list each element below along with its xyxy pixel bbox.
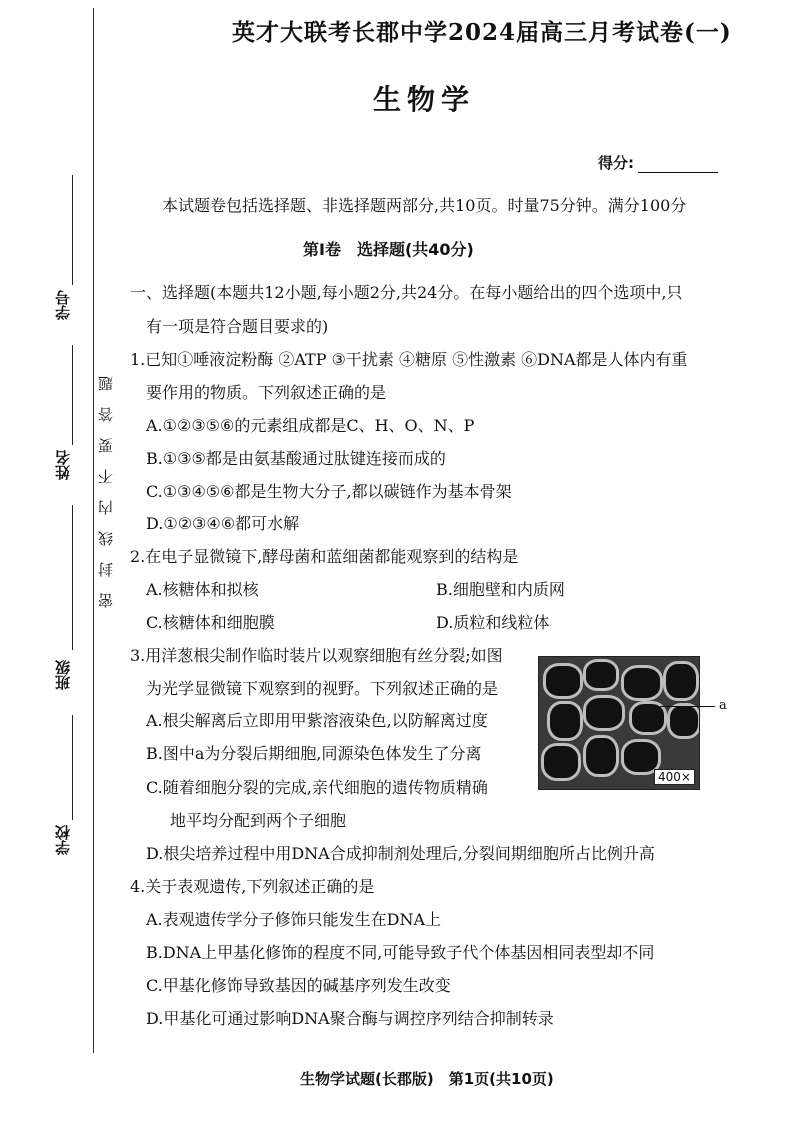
score-blank <box>638 158 718 173</box>
q3-option-d: D.根尖培养过程中用DNA合成抑制剂处理后,分裂间期细胞所占比例升高 <box>146 844 655 863</box>
cell-shape <box>621 665 663 701</box>
q3-option-b: B.图中a为分裂后期细胞,同源染色体发生了分离 <box>146 744 482 763</box>
class-label: 班级 <box>54 660 72 690</box>
magnification-label: 400× <box>654 769 695 785</box>
q2-stem: 2.在电子显微镜下,酵母菌和蓝细菌都能观察到的结构是 <box>130 547 519 566</box>
score-field <box>598 152 718 173</box>
q1-stem-line2: 要作用的物质。下列叙述正确的是 <box>146 383 387 402</box>
q2-option-b: B.细胞壁和内质网 <box>436 580 565 599</box>
figure-label-a: a <box>719 698 727 713</box>
q3-stem-line2: 为光学显微镜下观察到的视野。下列叙述正确的是 <box>146 679 499 698</box>
q3-option-c-line2: 地平均分配到两个子细胞 <box>170 811 347 830</box>
page-footer: 生物学试题(长郡版) 第1页(共10页) <box>300 1070 554 1088</box>
section1-instructions-line1: 一、选择题(本题共12小题,每小题2分,共24分。在每小题给出的四个选项中,只 <box>130 283 683 302</box>
cell-shape <box>583 695 625 731</box>
q1-option-d: D.①②③④⑥都可水解 <box>146 514 300 533</box>
q3-option-c-line1: C.随着细胞分裂的完成,亲代细胞的遗传物质精确 <box>146 778 488 797</box>
cell-shape <box>547 701 583 741</box>
q1-option-c: C.①③④⑤⑥都是生物大分子,都以碳链作为基本骨架 <box>146 482 512 501</box>
q3-stem-line1: 3.用洋葱根尖制作临时装片以观察细胞有丝分裂;如图 <box>130 646 503 665</box>
q1-stem-line1: 1.已知①唾液淀粉酶 ②ATP ③干扰素 ④糖原 ⑤性激素 ⑥DNA都是人体内有重 <box>130 350 688 369</box>
part1-title: 第Ⅰ卷 选择题(共40分) <box>303 240 474 259</box>
q4-option-d: D.甲基化可通过影响DNA聚合酶与调控序列结合抑制转录 <box>146 1009 554 1028</box>
exam-title: 英才大联考长郡中学2024届高三月考试卷(一) <box>232 19 732 46</box>
name-label: 姓名 <box>54 450 72 480</box>
figure-pointer-line <box>660 706 715 707</box>
exam-instructions: 本试题卷包括选择题、非选择题两部分,共10页。时量75分钟。满分100分 <box>162 196 687 215</box>
school-underline <box>72 715 73 820</box>
q4-option-c: C.甲基化修饰导致基因的碱基序列发生改变 <box>146 976 451 995</box>
binding-line <box>93 8 94 1053</box>
score-label: 得分: <box>598 154 634 172</box>
q4-stem: 4.关于表观遗传,下列叙述正确的是 <box>130 877 375 896</box>
cell-shape <box>583 735 619 777</box>
subject-title: 生物学 <box>373 83 476 116</box>
q4-option-b: B.DNA上甲基化修饰的程度不同,可能导致子代个体基因相同表型却不同 <box>146 943 655 962</box>
q1-option-a: A.①②③⑤⑥的元素组成都是C、H、O、N、P <box>146 416 475 435</box>
name-underline <box>72 345 73 445</box>
sealing-line-notice: 密封线内不要答题 <box>97 360 115 608</box>
q4-option-a: A.表观遗传学分子修饰只能发生在DNA上 <box>146 910 442 929</box>
cell-shape <box>667 703 700 739</box>
q2-option-a: A.核糖体和拟核 <box>146 580 259 599</box>
student-id-underline <box>72 175 73 285</box>
cell-shape <box>541 743 581 781</box>
cell-shape <box>543 663 583 699</box>
q3-option-a: A.根尖解离后立即用甲紫溶液染色,以防解离过度 <box>146 711 488 730</box>
cell-shape <box>583 659 619 691</box>
q2-option-c: C.核糖体和细胞膜 <box>146 613 275 632</box>
cell-shape <box>663 661 699 701</box>
micrograph-image <box>538 656 700 790</box>
q1-option-b: B.①③⑤都是由氨基酸通过肽键连接而成的 <box>146 449 446 468</box>
class-underline <box>72 505 73 650</box>
section1-instructions-line2: 有一项是符合题目要求的) <box>146 317 329 336</box>
school-label: 学校 <box>54 825 72 855</box>
student-id-label: 学号 <box>54 290 72 320</box>
q2-option-d: D.质粒和线粒体 <box>436 613 550 632</box>
